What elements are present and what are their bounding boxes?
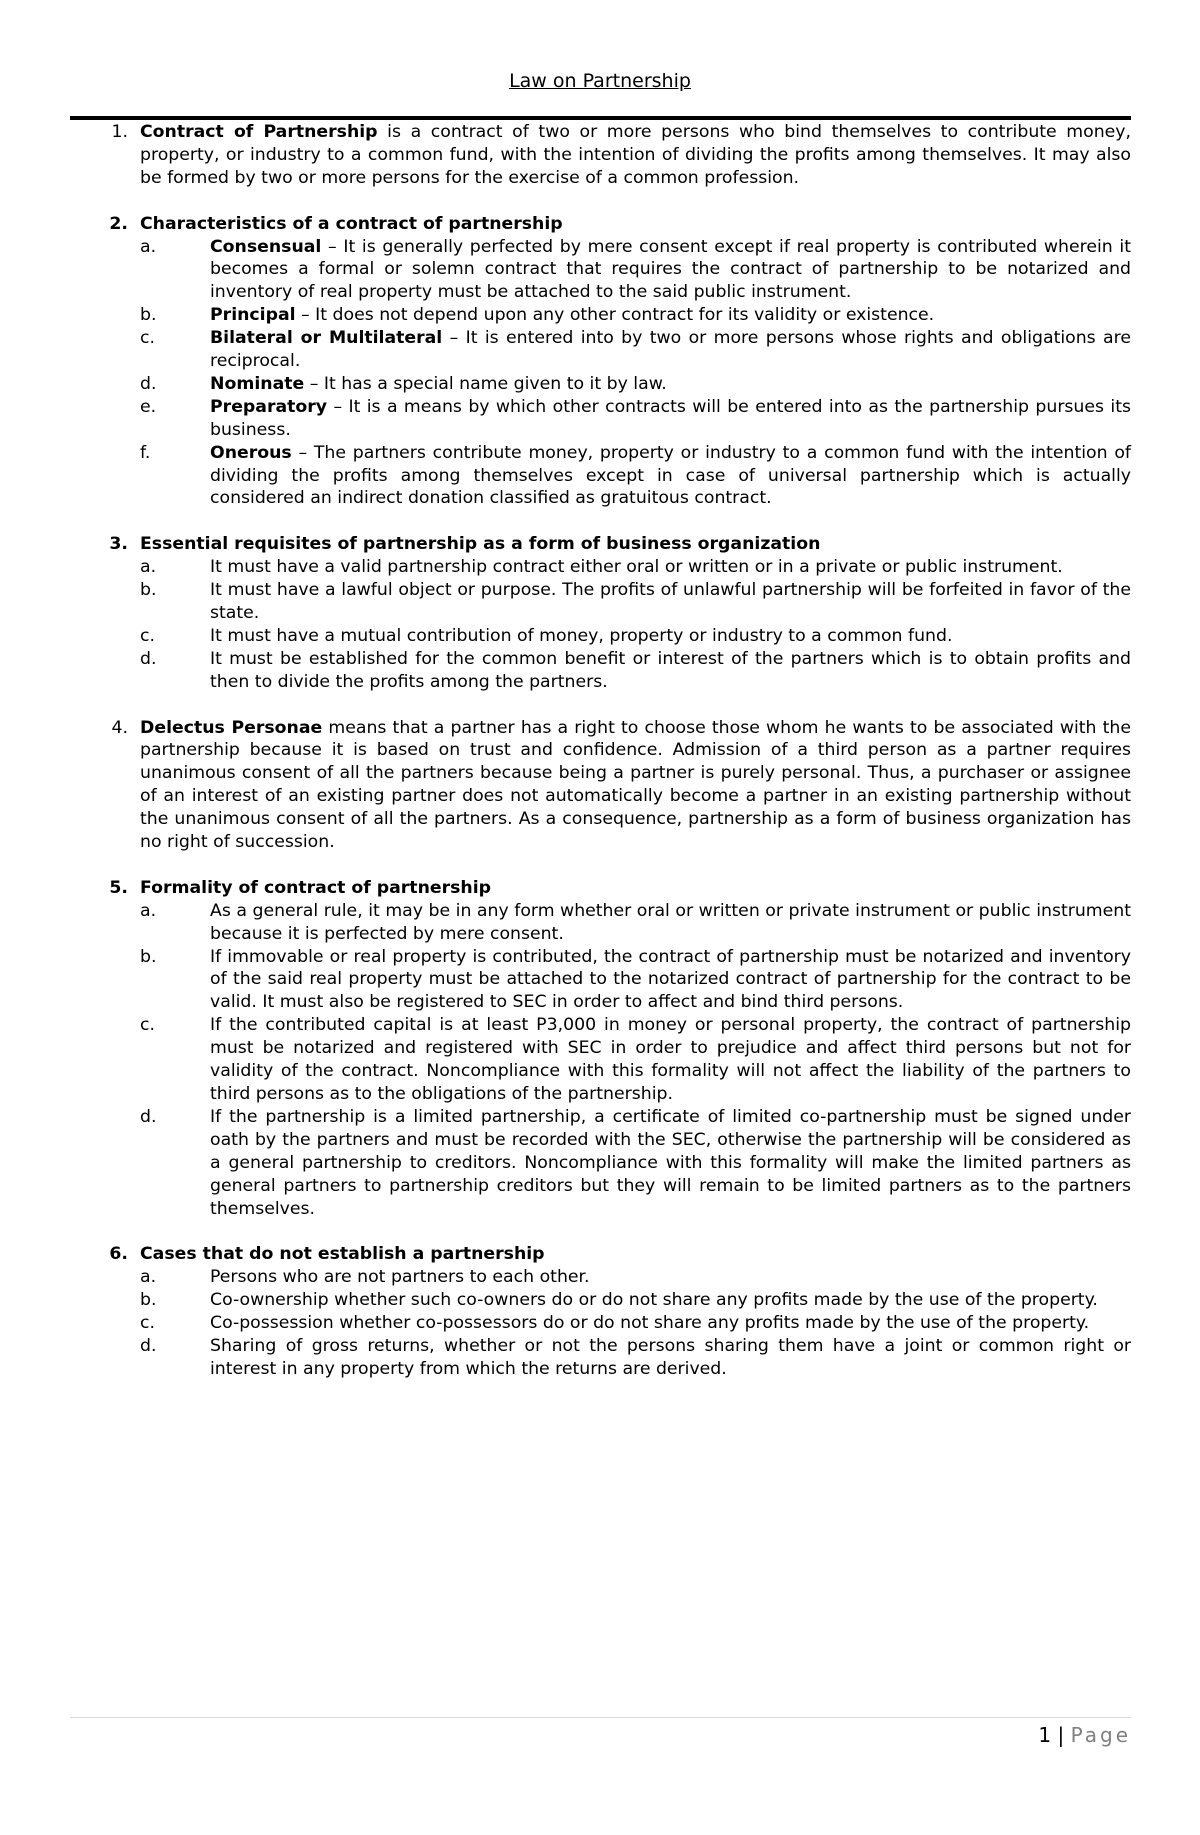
sub-item-letter: f. [140,442,151,463]
sub-item-text [210,327,1131,373]
sub-item-desc: – It does not depend upon any other contract for its validity or existence. [295,305,935,326]
sub-item-text: It must have a mutual contribution of money, property or industry to a common fund. [210,625,953,646]
item-body [140,213,1131,511]
sub-item-text: As a general rule, it may be in any form whether oral or written or private instrument or public instrument because it is perfected by mere consent. [210,900,1131,944]
list-item-4 [70,717,1131,854]
sub-item [140,900,1131,946]
sub-item-text: It must have a lawful object or purpose. The profits of unlawful partnership will be forfeited in favor of the state. [210,580,1131,623]
sub-item [140,236,1131,305]
sub-item-letter: a. [140,1267,157,1288]
sub-item-text: If the contributed capital is at least P3,000 in money or personal property, the contract of partnership must be notarized and registered with SEC in order to prejudice and affect third persons but not for validity of the contract. Noncompliance with this formality will not affect the liability of the partners to third persons as to the obligations of the partnership. [210,1015,1131,1104]
sub-item [140,946,1131,1015]
sub-item [140,1106,1131,1221]
sub-item [140,1014,1131,1106]
sub-item-letter: d. [140,648,157,669]
sub-item-text [210,442,1131,511]
sub-item-text: Persons who are not partners to each other. [210,1267,590,1288]
sub-item [140,304,1131,327]
sub-item-text: Co-ownership whether such co-owners do or do not share any profits made by the use of the property. [210,1290,1098,1311]
item-heading: Formality of contract of partnership [140,877,491,898]
sub-item [140,327,1131,373]
sub-item [140,648,1131,694]
sub-item-desc: – It has a special name given to it by law. [304,373,667,394]
sub-item-letter: c. [140,1015,155,1036]
sub-item-desc: – The partners contribute money, property or industry to a common fund with the intention of dividing the profits among themselves except in case of universal partnership which is actually considered an indirect donation classified as gratuitous contract. [210,442,1131,509]
sub-item [140,373,1131,396]
item-term: Delectus Personae [140,717,323,738]
sub-item [140,1266,1131,1289]
sub-item-term: Onerous [210,442,292,463]
footer-rule [70,1717,1131,1718]
list-item-3 [70,533,1131,693]
sub-item-term: Preparatory [210,396,328,417]
sub-item-desc: – It is a means by which other contracts will be entered into as the partnership pursues its business. [210,396,1131,440]
sub-item-letter: a. [140,900,157,921]
sub-item-text: If immovable or real property is contributed, the contract of partnership must be notarized and inventory of the said real property must be attached to the notarized contract of partnership for the contract to be valid. It must also be registered to SEC in order to affect and bind third persons. [210,946,1131,1013]
sub-item-desc: – It is generally perfected by mere consent except if real property is contributed wherein it becomes a formal or solemn contract that requires the contract of partnership to be notarized and inventory of real property must be attached to the said public instrument. [210,236,1131,303]
sub-item-term: Principal [210,305,296,326]
sub-item-letter: b. [140,305,157,326]
sub-item-letter: d. [140,1106,157,1127]
item-heading: Essential requisites of partnership as a form of business organization [140,534,821,555]
sub-item [140,625,1131,648]
sub-item [140,1312,1131,1335]
page-footer [1038,1723,1131,1747]
item-body [140,533,1131,693]
sub-item-term: Consensual [210,236,322,257]
sub-item-letter: c. [140,328,155,349]
document-body [70,121,1131,1404]
sub-item-text: Co-possession whether co-possessors do or do not share any profits made by the use of the property. [210,1313,1090,1334]
item-number: 3. [109,534,128,555]
sub-item-text [210,373,1131,396]
sub-item-letter: b. [140,580,157,601]
item-term: Contract of Partnership [140,122,378,142]
item-number: 5. [109,877,128,898]
list-item-5 [70,877,1131,1221]
page-label: Page [1070,1723,1131,1747]
sub-item-letter: a. [140,557,157,578]
item-body [140,717,1131,854]
item-text: means that a partner has a right to choose those whom he wants to be associated with the partnership because it is based on trust and confidence. Admission of a third person as a partner requires unanimous consent of all the partners because being a partner is purely personal. Thus, a purchaser or assignee of an interest of an existing partner does not automatically become a partner in an existing partnership without the unanimous consent of all the partners. As a consequence, partnership as a form of business organization has no right of succession. [140,717,1131,853]
sub-item-letter: c. [140,1313,155,1334]
list-item-2 [70,213,1131,511]
item-body [140,121,1131,190]
sub-item-term: Bilateral or Multilateral [210,328,443,349]
item-text: is a contract of two or more persons who bind themselves to contribute money, property, or industry to a common fund, with the intention of dividing the profits among themselves. It may also be formed by two or more persons for the exercise of a common profession. [140,122,1132,188]
sub-item-term: Nominate [210,373,305,394]
sub-item-letter: d. [140,1335,157,1356]
sub-item-text: Sharing of gross returns, whether or not the persons sharing them have a joint or common right or interest in any property from which the returns are derived. [210,1335,1131,1379]
sub-item [140,442,1131,511]
item-heading: Cases that do not establish a partnership [140,1244,545,1265]
sub-item [140,1335,1131,1381]
item-body [140,1243,1131,1380]
sub-item-letter: a. [140,236,157,257]
sub-item [140,556,1131,579]
sub-item-text: It must be established for the common benefit or interest of the partners which is to obtain profits and then to divide the profits among the partners. [210,648,1131,692]
sub-item [140,396,1131,442]
sub-item [140,579,1131,625]
sub-item-text [210,304,1131,327]
title-rule [70,116,1131,120]
page-separator: | [1057,1723,1065,1747]
sub-item [140,1289,1131,1312]
sub-item-text: It must have a valid partnership contract either oral or written or in a private or public instrument. [210,557,1063,578]
sub-item-letter: e. [140,396,157,417]
sub-item-letter: b. [140,946,157,967]
sub-item-text [210,236,1131,305]
sub-item-letter: b. [140,1290,157,1311]
item-number: 1. [111,122,128,142]
document-title: Law on Partnership [509,70,691,92]
sub-item-letter: c. [140,625,155,646]
item-body [140,877,1131,1221]
page-number: 1 [1038,1723,1052,1747]
list-item-1 [70,121,1131,190]
sub-item-letter: d. [140,373,157,394]
item-heading: Characteristics of a contract of partnership [140,213,563,234]
item-number: 6. [109,1244,128,1265]
sub-item-desc: – It is entered into by two or more persons whose rights and obligations are reciprocal. [210,328,1132,372]
item-number: 4. [111,717,128,738]
item-number: 2. [109,213,128,234]
sub-item-text [210,396,1131,442]
list-item-6 [70,1243,1131,1380]
sub-item-text: If the partnership is a limited partnership, a certificate of limited co-partnership must be signed under oath by the partners and must be recorded with the SEC, otherwise the partnership will be considered as a general partnership to creditors. Noncompliance with this formality will make the limited partners as general partners to partnership creditors but they will remain to be limited partners as to the partners themselves. [210,1106,1131,1219]
